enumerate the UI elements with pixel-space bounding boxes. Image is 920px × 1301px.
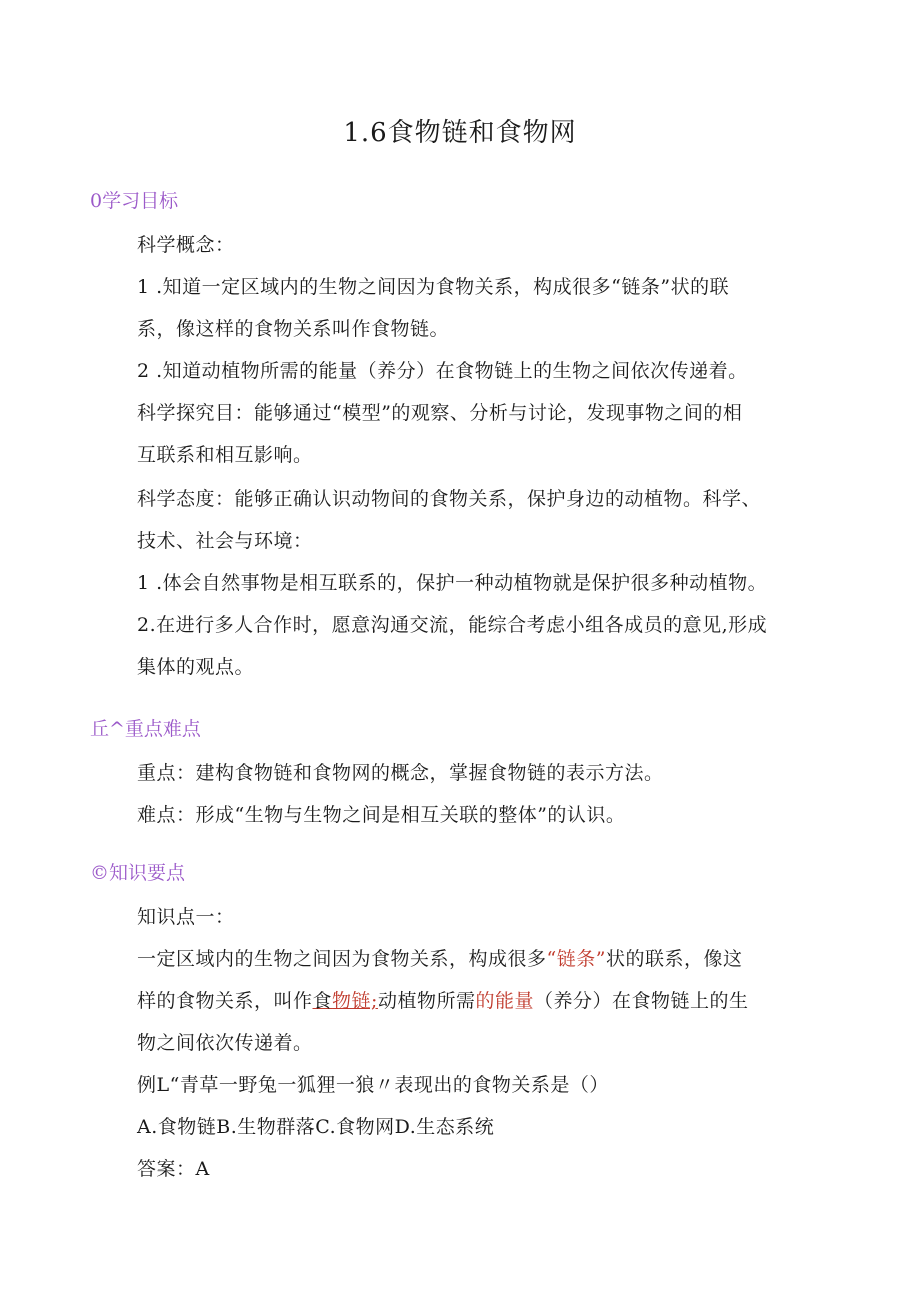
paragraph-line: 2 .知道动植物所需的能量（养分）在食物链上的生物之间依次传递着。 bbox=[137, 360, 748, 382]
highlight-text: 的能量 bbox=[475, 990, 534, 1012]
highlight-text: 物链; bbox=[332, 990, 378, 1012]
paragraph-line: 物之间依次传递着。 bbox=[137, 1032, 313, 1054]
answer-text: 答案：A bbox=[137, 1158, 210, 1180]
underlined-text: 食 bbox=[312, 990, 333, 1012]
paragraph-line: 2.在进行多人合作时，愿意沟通交流，能综合考虑小组各成员的意见,形成 bbox=[137, 614, 768, 636]
section-heading-learning-goals: 0学习目标 bbox=[90, 190, 179, 212]
paragraph-line bbox=[137, 944, 742, 971]
paragraph-line: 互联系和相互影响。 bbox=[137, 444, 313, 466]
paragraph-line: 集体的观点。 bbox=[137, 656, 255, 678]
knowledge-point-label: 知识点一： bbox=[137, 906, 235, 928]
page-title: 1.6食物链和食物网 bbox=[343, 118, 577, 148]
text-segment: 一定区域内的生物之间因为食物关系，构成很多 bbox=[137, 948, 547, 970]
paragraph-line: 技术、社会与环境： bbox=[137, 530, 313, 552]
paragraph-line: 科学态度：能够正确认识动物间的食物关系，保护身边的动植物。科学、 bbox=[137, 488, 762, 510]
section-heading-knowledge-points: ©知识要点 bbox=[90, 862, 186, 884]
answer-options: A.食物链B.生物群落C.食物网D.生态系统 bbox=[137, 1116, 495, 1138]
paragraph-line: 1 .知道一定区域内的生物之间因为食物关系，构成很多“链条”状的联 bbox=[137, 276, 730, 298]
paragraph-line bbox=[137, 986, 748, 1013]
section-heading-key-points: 丘^重点难点 bbox=[90, 718, 201, 740]
paragraph-line: 难点：形成“生物与生物之间是相互关联的整体”的认识。 bbox=[137, 804, 626, 826]
paragraph-line: 重点：建构食物链和食物网的概念，掌握食物链的表示方法。 bbox=[137, 762, 664, 784]
text-segment: 状的联系，像这 bbox=[605, 948, 743, 970]
paragraph-line: 科学探究目：能够通过“模型”的观察、分析与讨论，发现事物之间的相 bbox=[137, 402, 743, 424]
text-segment: 样的食物关系，叫作 bbox=[137, 990, 313, 1012]
highlight-text: “链条” bbox=[546, 948, 606, 970]
example-question: 例L“青草一野兔一狐狸一狼〃表现出的食物关系是（） bbox=[137, 1074, 609, 1096]
text-segment: （养分）在食物链上的生 bbox=[533, 990, 749, 1012]
paragraph-line: 科学概念： bbox=[137, 234, 235, 256]
paragraph-line: 系，像这样的食物关系叫作食物链。 bbox=[137, 318, 450, 340]
text-segment: 动植物所需 bbox=[377, 990, 476, 1012]
paragraph-line: 1 .体会自然事物是相互联系的，保护一种动植物就是保护很多种动植物。 bbox=[137, 572, 768, 594]
